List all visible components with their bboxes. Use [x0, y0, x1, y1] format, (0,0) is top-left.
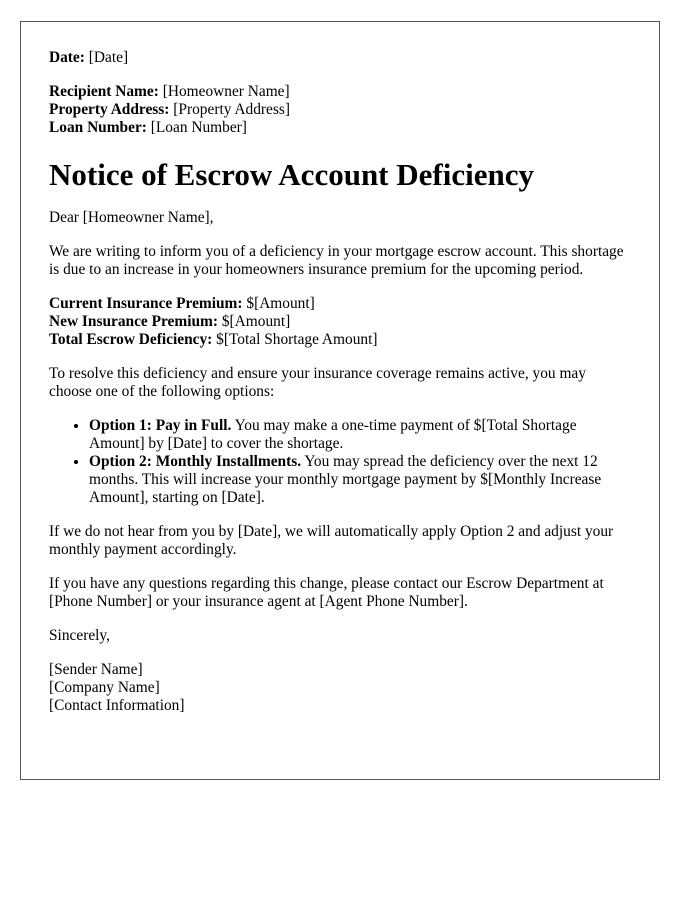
recipient-line — [49, 83, 631, 101]
contact-note: If you have any questions regarding this change, please contact our Escrow Department at [Phone Number] or your insurance agent at [Agent Phone Number]. — [49, 575, 604, 610]
greeting: Dear [Homeowner Name], — [49, 209, 214, 226]
new-premium-label: New Insurance Premium: — [49, 313, 218, 330]
option-title: Option 2: Monthly Installments. — [89, 453, 302, 470]
current-premium-label: Current Insurance Premium: — [49, 295, 243, 312]
option-item — [89, 417, 631, 453]
options-list — [49, 417, 631, 507]
signature-block — [49, 661, 631, 715]
new-premium-value: $[Amount] — [221, 313, 291, 330]
address-line — [49, 101, 631, 119]
recipient-value: [Homeowner Name] — [162, 83, 290, 100]
recipient-label: Recipient Name: — [49, 83, 159, 100]
deficiency-line — [49, 331, 631, 349]
loan-label: Loan Number: — [49, 119, 147, 136]
new-premium-line — [49, 313, 631, 331]
contact-information: [Contact Information] — [49, 697, 185, 714]
option-text: You may spread the deficiency over the next 12 months. This will increase your monthly mortgage payment by $[Monthly Increase Amount], starting on [Date]. — [89, 453, 602, 506]
options-intro: To resolve this deficiency and ensure your insurance coverage remains active, you may choose one of the following options: — [49, 365, 586, 400]
date-value: [Date] — [88, 49, 129, 66]
date-line — [49, 49, 631, 67]
recipient-block — [49, 83, 631, 137]
intro-paragraph: We are writing to inform you of a deficiency in your mortgage escrow account. This shortage is due to an increase in your homeowners insurance premium for the upcoming period. — [49, 243, 624, 278]
address-value: [Property Address] — [173, 101, 290, 118]
closing: Sincerely, — [49, 627, 110, 644]
option-title: Option 1: Pay in Full. — [89, 417, 232, 434]
figures-block — [49, 295, 631, 349]
deficiency-label: Total Escrow Deficiency: — [49, 331, 213, 348]
option-text: You may make a one-time payment of $[Total Shortage Amount] by [Date] to cover the shortage. — [89, 417, 577, 452]
sender-name: [Sender Name] — [49, 661, 143, 678]
date-block — [49, 49, 631, 67]
current-premium-value: $[Amount] — [246, 295, 315, 312]
loan-line — [49, 119, 631, 137]
current-premium-line — [49, 295, 631, 313]
deficiency-value: $[Total Shortage Amount] — [216, 331, 378, 348]
letter — [20, 21, 660, 780]
address-label: Property Address: — [49, 101, 170, 118]
loan-value: [Loan Number] — [150, 119, 247, 136]
default-note: If we do not hear from you by [Date], we will automatically apply Option 2 and adjust your monthly payment accordingly. — [49, 523, 614, 558]
date-label: Date: — [49, 49, 85, 66]
page-title: Notice of Escrow Account Deficiency — [49, 157, 534, 192]
company-name: [Company Name] — [49, 679, 160, 696]
option-item — [89, 453, 631, 507]
